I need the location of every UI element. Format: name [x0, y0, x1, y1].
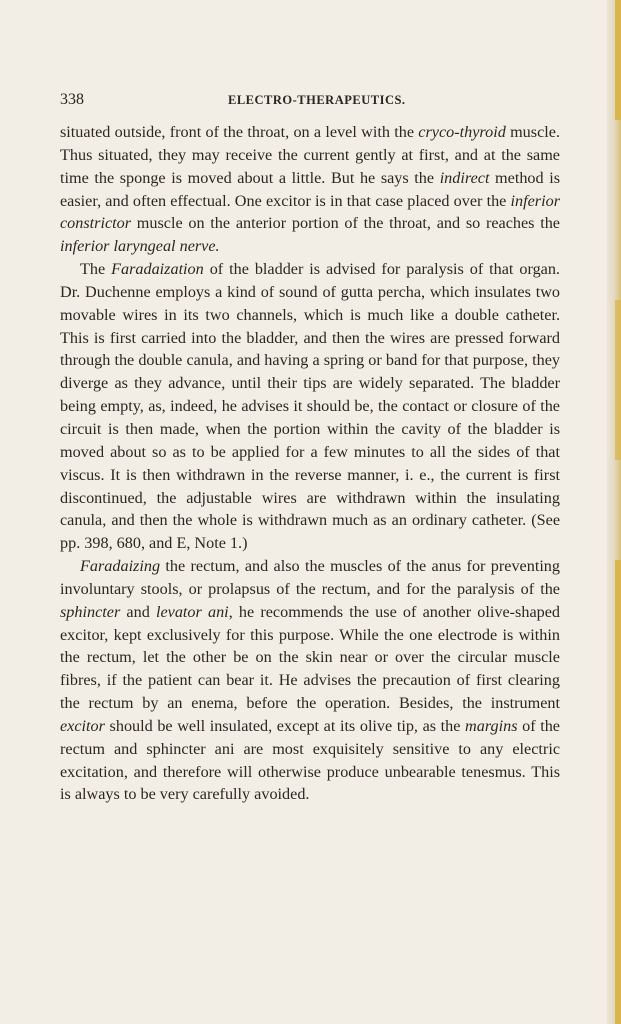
text-run: muscle on the anterior portion of the throat, and so reaches the: [131, 214, 560, 233]
italic-text: levator ani: [155, 602, 229, 621]
text-run: the rectum, and also the muscles of the anus for preventing involuntary stools, or prolapsus of the rectum, and for the paralysis of the: [60, 557, 560, 598]
running-head: [60, 91, 560, 111]
text-run: muscle. Thus situated, they may receive the current gently at first, and at the same time the sponge is moved about a little. But he says the: [60, 123, 560, 187]
text-run: of the rectum and sphincter ani are most exquisitely sensitive to any electric excitation, and therefore will otherwise produce unbearable tenesmus. This is always to be very carefully avoided.: [60, 716, 560, 804]
italic-text: Faradaizing: [80, 557, 161, 576]
paragraph: [60, 555, 560, 806]
italic-text: cryco-thyroid: [418, 123, 506, 141]
text-run: , he recommends the use of another olive-shaped excitor, kept exclusively for this purpose. While the one electrode is within the rectum, let the other be on the skin near or over the circular muscle fibres, if the patient can bear it. He advises the precaution of first clearing the rectum by an enema, before the operation. Besides, the instrument: [60, 602, 560, 713]
paragraph: [60, 258, 560, 555]
italic-text: margins: [465, 716, 518, 735]
italic-text: Faradaization: [111, 260, 204, 279]
text-run: The: [80, 260, 112, 279]
italic-text: indirect: [439, 168, 490, 187]
page-edge-stain: [615, 0, 621, 120]
running-title: ELECTRO-THERAPEUTICS.: [228, 93, 406, 107]
paragraph: [60, 121, 560, 258]
body-text: [60, 121, 560, 806]
italic-text: inferior constrictor: [60, 191, 560, 233]
italic-text: sphincter: [60, 602, 121, 621]
page-edge-stain: [615, 560, 621, 1024]
text-run: situated outside, front of the throat, on a level with the: [60, 123, 419, 141]
text-run: should be well insulated, except at its olive tip, as the: [104, 716, 466, 735]
italic-text: excitor: [60, 716, 105, 735]
page-edge-stain: [615, 300, 621, 460]
text-run: of the bladder is advised for paralysis of that organ. Dr. Duchenne employs a kind of sound of gutta percha, which insulates two movable wires in its two channels, which is much like a double catheter. This is first carried into the bladder, and then the wires are pressed forward through the double canula, and having a spring or band for that purpose, they diverge as they advance, until their tips are widely separated. The bladder being empty, as, indeed, he advises it should be, the contact or closure of the circuit is then made, when the portion within the cavity of the bladder is moved about so as to be applied for a few minutes to all the sides of that viscus. It is then withdrawn in the reverse manner, i. e., the current is first discontinued, the adjustable wires are withdrawn within the insulating canula, and then the whole is withdrawn much as an ordinary catheter. (See pp. 398, 680, and E, Note 1.): [60, 260, 560, 553]
text-run: and: [120, 602, 156, 621]
text-run: method is easier, and often effectual. One excitor is in that case placed over the: [60, 168, 560, 210]
page-number: 338: [60, 91, 84, 108]
italic-text: inferior laryngeal nerve.: [60, 237, 220, 256]
